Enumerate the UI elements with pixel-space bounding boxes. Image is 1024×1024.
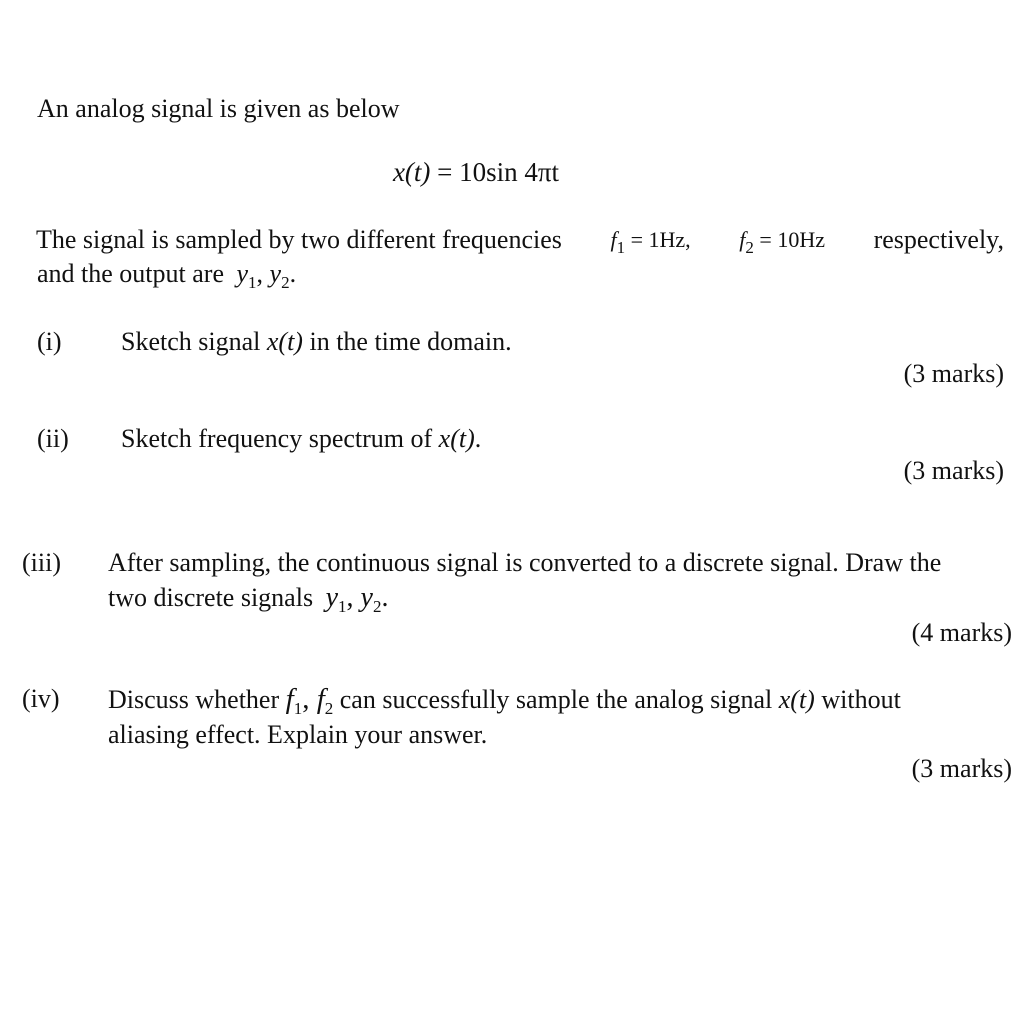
q1-text-a: Sketch signal	[121, 327, 261, 356]
y2-subscript: 2	[281, 273, 290, 292]
question-iv-number: (iv)	[22, 684, 60, 713]
f1-value: = 1Hz,	[630, 227, 691, 252]
signal-equation	[0, 157, 952, 187]
q1-symbol: x(t)	[266, 327, 303, 356]
question-iii-line-1: After sampling, the continuous signal is converted to a discrete signal. Draw the	[108, 548, 942, 577]
sampling-line-1	[36, 225, 1004, 255]
intro-text: An analog signal is given as below	[37, 94, 400, 123]
f2-symbol: f	[739, 227, 746, 252]
q4-f1-symbol: f	[285, 683, 294, 715]
f1-symbol: f	[610, 227, 617, 252]
question-iii-marks: (4 marks)	[911, 618, 1012, 647]
f1-subscript: 1	[616, 238, 626, 257]
q3-y2-symbol: y	[360, 582, 373, 613]
question-i-text	[121, 327, 512, 357]
q3-end: .	[381, 582, 389, 613]
q4-text-c: without	[821, 685, 901, 714]
question-i-number: (i)	[37, 327, 62, 356]
question-iv-marks: (3 marks)	[911, 754, 1012, 783]
q4-f1-subscript: 1	[293, 699, 303, 718]
q4-f2-subscript: 2	[324, 699, 334, 718]
question-iii-number: (iii)	[22, 548, 61, 577]
q4-text-b: can successfully sample the analog signal	[339, 685, 773, 714]
q2-symbol: x(t)	[438, 424, 475, 453]
q4-symbol: x(t)	[778, 685, 815, 714]
sampling-end: .	[289, 259, 297, 288]
f1-expression	[610, 225, 690, 255]
q3-y1-subscript: 1	[338, 597, 347, 616]
y1-subscript: 1	[248, 273, 257, 292]
sampling-text-a: The signal is sampled by two different frequencies	[36, 225, 562, 254]
question-i-marks: (3 marks)	[903, 359, 1004, 388]
q2-text-a: Sketch frequency spectrum of	[121, 424, 433, 453]
q3-separator: ,	[346, 582, 354, 613]
q3-y2-subscript: 2	[372, 597, 382, 616]
q4-f2-symbol: f	[316, 683, 325, 715]
question-ii-text	[121, 424, 481, 454]
f2-expression	[739, 225, 825, 255]
q1-text-b: in the time domain.	[309, 327, 512, 356]
question-iii-line-2	[108, 582, 389, 616]
q4-separator: ,	[302, 683, 310, 715]
q3-y1-symbol: y	[325, 582, 339, 613]
q2-text-b: .	[474, 424, 482, 453]
q3-line2-text: two discrete signals	[108, 583, 314, 612]
f2-value: = 10Hz	[759, 227, 825, 252]
question-ii-marks: (3 marks)	[903, 456, 1004, 485]
question-iv-line-2: aliasing effect. Explain your answer.	[108, 720, 488, 749]
y2-symbol: y	[269, 259, 282, 288]
q4-text-a: Discuss whether	[108, 685, 280, 714]
y1-symbol: y	[236, 259, 249, 288]
sampling-line-2	[37, 259, 297, 292]
y-separator: ,	[256, 259, 264, 288]
question-iv-line-1	[108, 683, 901, 718]
sampling-line2-text: and the output are	[37, 259, 224, 288]
sampling-text-b: respectively,	[873, 225, 1004, 254]
question-ii-number: (ii)	[37, 424, 69, 453]
equation-lhs: x(t)	[392, 157, 431, 187]
equation-rhs: = 10sin 4πt	[437, 157, 560, 187]
f2-subscript: 2	[745, 238, 754, 257]
